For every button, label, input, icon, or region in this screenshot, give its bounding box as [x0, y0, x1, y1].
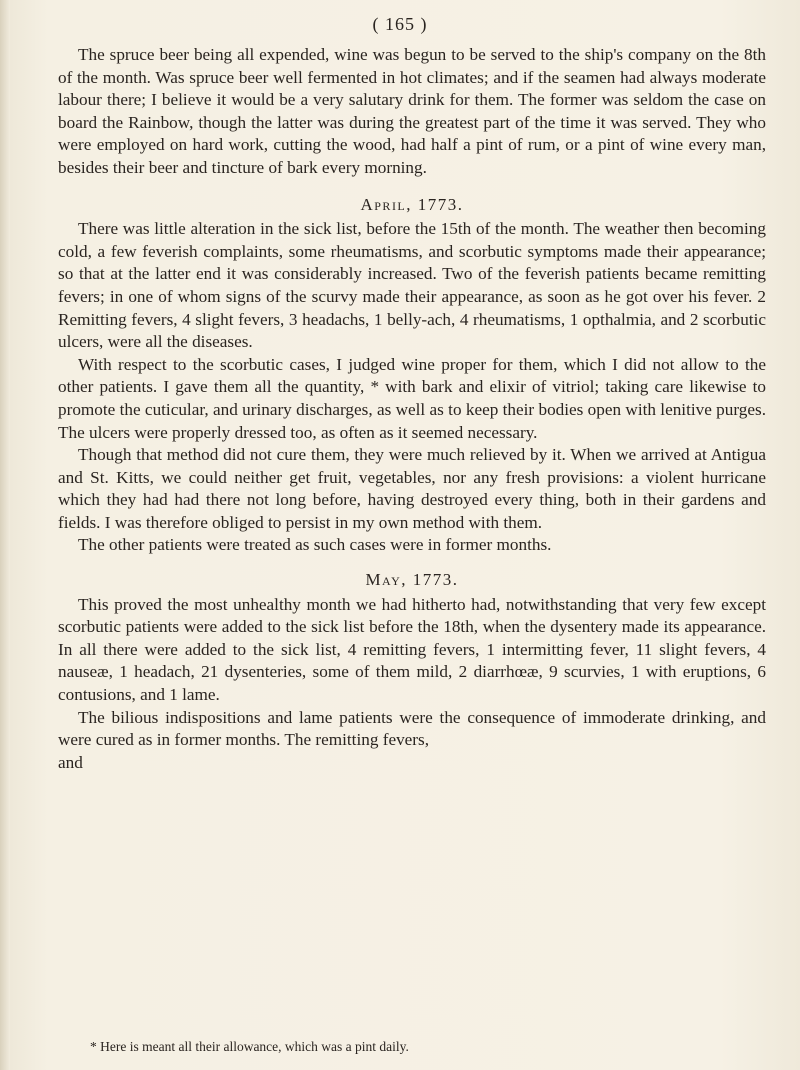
paragraph-may-2: The bilious indispositions and lame patients were the consequence of immoderate drinking, and were cured as in former months. The remitting fevers,: [58, 707, 766, 750]
paragraph-spruce-beer: The spruce beer being all expended, wine was begun to be served to the ship's company on the 8th of the month. Was spruce beer well fermented in hot climates; and if the seamen had always moderate labour there; I believe it would be a very salutary drink for them. The former was seldom the case on board the Rainbow, though the latter was during the greatest part of the time it was served. They who were employed on hard work, cutting the wood, had half a pint of rum, or a pint of wine every man, besides their beer and tincture of bark every morning.: [58, 45, 766, 177]
paragraph-april-1: There was little alteration in the sick list, before the 15th of the month. The weather then becoming cold, a few feverish complaints, some rheumatisms, and scorbutic symptoms made their appearance; so that at the latter end it was considerably increased. Two of the feverish patients became remitting fevers; in one of whom signs of the scurvy made their appearance, as soon as he got over his fever. 2 Remitting fevers, 4 slight fevers, 3 headachs, 1 belly-ach, 4 rheumatisms, 1 opthalmia, and 2 scorbutic ulcers, were all the diseases.: [58, 219, 766, 352]
heading-april-1773: April, 1773.: [360, 194, 464, 214]
page-gutter-shadow: [0, 0, 10, 1070]
paragraph-may-1: This proved the most unhealthy month we had hitherto had, notwithstanding that very few except scorbutic patients were added to the sick list before the 18th, when the dysentery made its appearance. In all there were added to the sick list, 4 remitting fevers, 1 intermitting fever, 11 slight fevers, 4 nauseæ, 1 headach, 21 dysenteries, some of them mild, 2 diarrhœæ, 9 scurvies, 1 with eruptions, 6 contusions, and 1 lame.: [58, 594, 766, 705]
catchword: and: [58, 752, 83, 772]
paragraph-april-2: With respect to the scorbutic cases, I judged wine proper for them, which I did not allow to the other patients. I gave them all the quantity, * with bark and elixir of vitriol; taking care likewise to promote the cuticular, and urinary discharges, as well as to keep their bodies open with lenitive purges. The ulcers were properly dressed too, as often as it seemed necessary.: [58, 354, 766, 442]
heading-may-1773: May, 1773.: [365, 570, 459, 590]
paragraph-april-4: The other patients were treated as such cases were in former months.: [78, 535, 552, 555]
footnote: * Here is meant all their allowance, which was a pint daily.: [90, 1039, 409, 1054]
page-number: ( 165 ): [372, 14, 428, 34]
paragraph-april-3: Though that method did not cure them, they were much relieved by it. When we arrived at Antigua and St. Kitts, we could neither get fruit, vegetables, nor any fresh provisions: a violent hurricane which they had had there not long before, having destroyed every thing, both in their gardens and fields. I was therefore obliged to persist in my own method with them.: [58, 445, 766, 532]
page-body: [58, 44, 766, 774]
